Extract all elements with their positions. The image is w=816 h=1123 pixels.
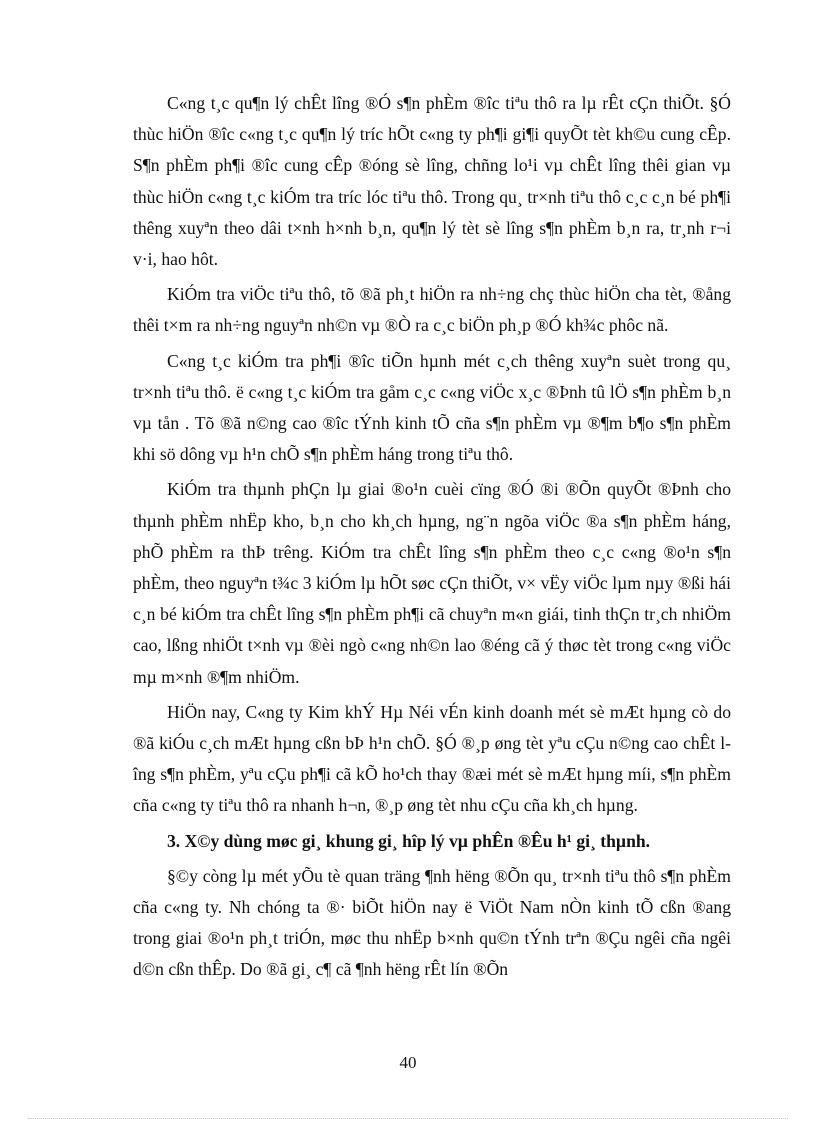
body-paragraph: KiÓm tra viÖc tiªu thô, tõ ®ã ph¸t hiÖn ra nh÷ng chç thùc hiÖn cha tèt, ®ång thêi t×m ra nh÷ng nguyªn nh©n vµ ®Ò ra c¸c biÖn ph¸p ®Ó kh¾c phôc nã. xyxy=(133,284,731,336)
body-paragraph: §©y còng lµ mét yÕu tè quan träng ¶nh hëng ®Õn qu¸ tr×nh tiªu thô s¶n phÈm cña c«ng ty. Nh chóng ta ®· biÕt hiÖn nay ë ViÖt Nam nÒn kinh tÕ cßn ®ang trong giai ®o¹n ph¸t triÓn, møc thu nhËp b×nh qu©n tÝnh trªn ®Çu ngêi cña ngêi d©n cßn thÊp. Do ®ã gi¸ c¶ cã ¶nh hëng rÊt lín ®Õn xyxy=(133,865,731,980)
body-paragraph: HiÖn nay, C«ng ty Kim khÝ Hµ Néi vÉn kinh doanh mét sè mÆt hµng cò do ®ã kiÓu c¸ch mÆt hµng cßn bÞ h¹n chÕ. §Ó ®¸p øng tèt yªu cÇu n©ng cao chÊt lîng s¶n phÈm, yªu cÇu ph¶i cã kÕ ho¹ch thay ®æi mét sè mÆt hµng míi, s¶n phÈm cña c«ng ty tiªu thô ra nhanh h¬n, ®¸p øng tèt nhu cÇu cña kh¸ch hµng. xyxy=(133,701,731,816)
page-number: 40 xyxy=(399,1053,417,1072)
body-paragraph: C«ng t¸c qu¶n lý chÊt lîng ®Ó s¶n phÈm ®îc tiªu thô ra lµ rÊt cÇn thiÕt. §Ó thùc hiÖn ®îc c«ng t¸c qu¶n lý tríc hÕt c«ng ty ph¶i gi¶i quyÕt tèt kh©u cung cÊp. S¶n phÈm ph¶i ®îc cung cÊp ®óng sè lîng, chñng lo¹i vµ chÊt lîng thêi gian vµ thùc hiÖn c«ng t¸c kiÓm tra tríc lóc tiªu thô. Trong qu¸ tr×nh tiªu thô c¸c c¸n bé ph¶i thêng xuyªn theo dâi t×nh h×nh b¸n, qu¶n lý tèt sè lîng s¶n phÈm b¸n ra, tr¸nh r¬i v·i, hao hôt. xyxy=(133,93,731,270)
body-paragraph: KiÓm tra thµnh phÇn lµ giai ®o¹n cuèi cïng ®Ó ®i ®Õn quyÕt ®Þnh cho thµnh phÈm nhËp kho, b¸n cho kh¸ch hµng, ng¨n ngõa viÖc ®a s¶n phÈm háng, phÕ phÈm ra thÞ trêng. KiÓm tra chÊt lîng s¶n phÈm theo c¸c c«ng ®o¹n s¶n phÈm, theo nguyªn t¾c 3 kiÓm lµ hÕt søc cÇn thiÕt, v× vËy viÖc lµm nµy ®ßi hái c¸n bé kiÓm tra chÊt lîng s¶n phÈm ph¶i cã chuyªn m«n giái, tinh thÇn tr¸ch nhiÖm cao, lßng nhiÖt t×nh vµ ®èi ngò c«ng nh©n lao ®éng cã ý thøc tèt trong c«ng viÖc mµ m×nh ®¶m nhiÖm. xyxy=(133,479,731,687)
section-heading: 3. X©y dùng møc gi¸ khung gi¸ hîp lý vµ phÊn ®Êu h¹ gi¸ thµnh. xyxy=(167,830,651,851)
page-body xyxy=(133,88,731,990)
body-paragraph: C«ng t¸c kiÓm tra ph¶i ®îc tiÕn hµnh mét c¸ch thêng xuyªn suèt trong qu¸ tr×nh tiªu thô. ë c«ng t¸c kiÓm tra gåm c¸c c«ng viÖc x¸c ®Þnh tû lÖ s¶n phÈm b¸n vµ tån . Tõ ®ã n©ng cao ®îc tÝnh kinh tÕ cña s¶n phÈm vµ ®¶m b¶o s¶n phÈm khi sö dông vµ h¹n chÕ s¶n phÈm háng trong tiªu thô. xyxy=(133,350,731,465)
page-bottom-divider xyxy=(28,1118,788,1119)
